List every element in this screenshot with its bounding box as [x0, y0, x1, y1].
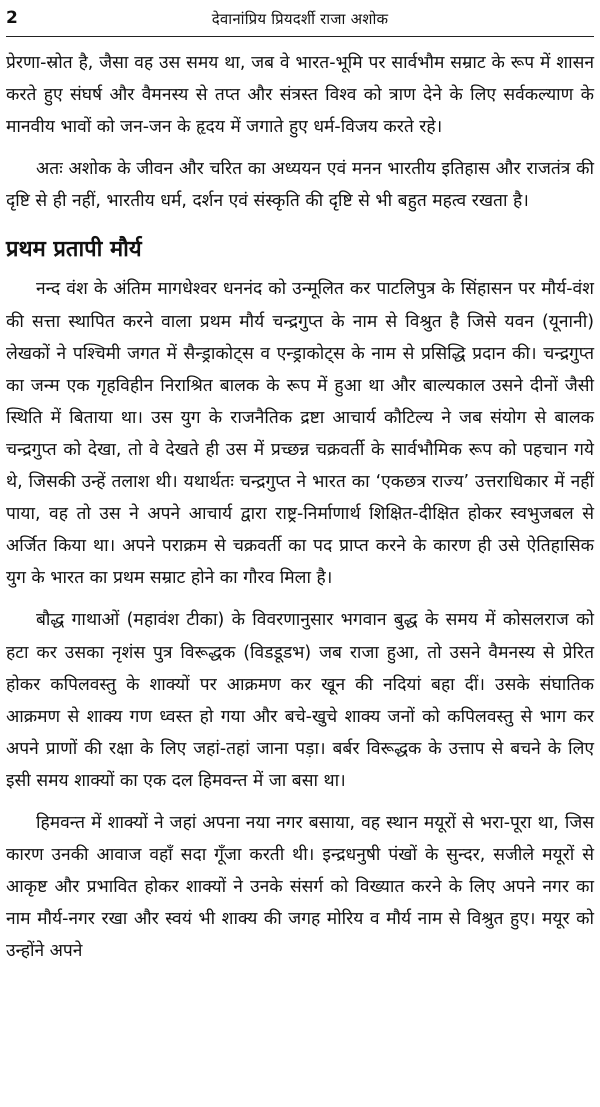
running-header [6, 6, 594, 37]
book-title: देवानांप्रिय प्रियदर्शी राजा अशोक [211, 10, 389, 28]
paragraph-himavant: हिमवन्त में शाक्यों ने जहां अपना नया नगर बसाया, वह स्थान मयूरों से भरा-पूरा था, जिस कारण उनकी आवाज वहाँ सदा गूँजा करती थी। इन्द्रधनुषी पंखों के सुन्दर, सजीले मयूरों से आकृष्ट और प्रभावित होकर शाक्यों ने उनके संसर्ग को विख्यात करने के लिए अपने नगर का नाम मौर्य-नगर रखा और स्वयं भी शाक्य की जगह मोरिय व मौर्य नाम से विश्रुत हुए। मयूर को उन्होंने अपने [6, 812, 594, 962]
section-heading: प्रथम प्रतापी मौर्य [6, 237, 142, 263]
page-number: 2 [6, 8, 18, 28]
paragraph-intro-summary: अतः अशोक के जीवन और चरित का अध्ययन एवं मनन भारतीय इतिहास और राजतंत्र की दृष्टि से ही नहीं, भारतीय धर्म, दर्शन एवं संस्कृति की दृष्टि से भी बहुत महत्व रखता है। [6, 159, 594, 212]
paragraph-buddhist-accounts: बौद्ध गाथाओं (महावंश टीका) के विवरणानुसार भगवान बुद्ध के समय में कोसलराज को हटा कर उसका नृशंस पुत्र विरूद्धक (विडडूडभ) जब राजा हुआ, तो उसने वैमनस्य से प्रेरित होकर कपिलवस्तु के शाक्यों पर आक्रमण कर खून की नदियां बहा दीं। उसके संघातिक आक्रमण से शाक्य गण ध्वस्त हो गया और बचे-खुचे शाक्य जनों को कपिलवस्तु से भाग कर अपने प्राणों की रक्षा के लिए जहां-तहां जाना पड़ा। बर्बर विरूद्धक के उत्ताप से बचने के लिए इसी समय शाक्यों का एक दल हिमवन्त में जा बसा था। [6, 610, 594, 791]
paragraph-chandragupta: नन्द वंश के अंतिम मागधेश्वर धननंद को उन्मूलित कर पाटलिपुत्र के सिंहासन पर मौर्य-वंश की सत्ता स्थापित करने वाला प्रथम मौर्य चन्द्रगुप्त के नाम से विश्रुत है जिसे यवन (यूनानी) लेखकों ने पश्चिमी जगत में सैन्ड्राकोट्स व एन्ड्राकोट्स के नाम से प्रसिद्धि प्रदान की। चन्द्रगुप्त का जन्म एक गृहविहीन निराश्रित बालक के रूप में हुआ था और बाल्यकाल उसने दीनों जैसी स्थिति में बिताया था। उस युग के राजनैतिक द्रष्टा आचार्य कौटिल्य ने जब संयोग से बालक चन्द्रगुप्त को देखा, तो वे देखते ही उस में प्रच्छन्न चक्रवर्ती के सार्वभौमिक रूप को पहचान गये थे, जिसकी उन्हें तलाश थी। यथार्थतः चन्द्रगुप्त ने भारत का ‘एकछत्र राज्य’ उत्तराधिकार में नहीं पाया, वह तो उस ने अपने आचार्य द्वारा राष्ट्र-निर्माणार्थ शिक्षित-दीक्षित होकर स्वभुजबल से अर्जित किया था। अपने पराक्रम से चक्रवर्ती का पद प्राप्त करने के कारण ही उसे ऐतिहासिक युग के भारत का प्रथम सम्राट होने का गौरव मिला है। [6, 279, 594, 589]
paragraph-intro-continued: प्रेरणा-स्रोत है, जैसा वह उस समय था, जब वे भारत-भूमि पर सार्वभौम सम्राट के रूप में शासन करते हुए संघर्ष और वैमनस्य से तप्त और संत्रस्त विश्व को त्राण देने के लिए सर्वकल्याण के मानवीय भावों को जन-जन के हृदय में जगाते हुए धर्म-विजय करते रहे। [6, 53, 594, 138]
